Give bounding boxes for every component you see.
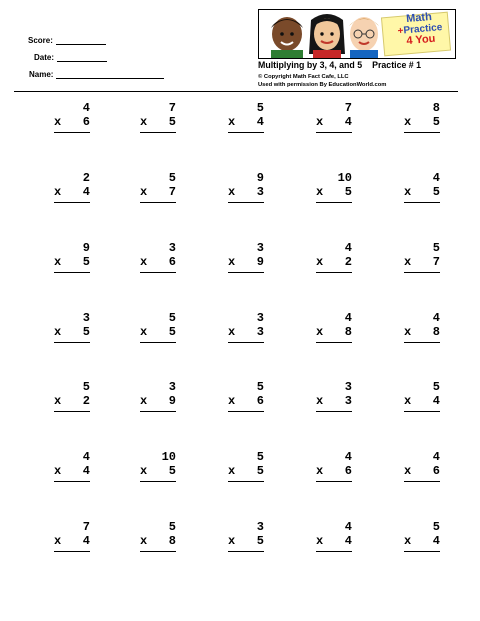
- multiplicand: 9: [82, 241, 90, 255]
- multiplicand: 7: [344, 101, 352, 115]
- multiplicand: 3: [256, 241, 264, 255]
- multiply-sign: x: [140, 325, 148, 339]
- multiplicand: 3: [168, 380, 176, 394]
- problem-2-2: [140, 171, 176, 203]
- multiplicand: 4: [344, 520, 352, 534]
- answer-line: [316, 202, 352, 203]
- multiplicand: 5: [432, 241, 440, 255]
- problem-7-2: [140, 520, 176, 552]
- problem-6-1: [54, 450, 90, 482]
- answer-line: [228, 411, 264, 412]
- multiplicand: 5: [168, 520, 176, 534]
- multiplicand: 5: [256, 380, 264, 394]
- problem-4-4: [316, 311, 352, 343]
- multiplier: 6: [432, 464, 440, 478]
- multiplier-row: [404, 394, 440, 408]
- multiplier-row: [228, 115, 264, 129]
- multiply-sign: x: [404, 325, 412, 339]
- multiply-sign: x: [54, 325, 62, 339]
- multiplier-row: [404, 185, 440, 199]
- multiplier-row: [140, 534, 176, 548]
- multiplier-row: [140, 185, 176, 199]
- multiplier: 5: [256, 534, 264, 548]
- multiplier-row: [54, 115, 90, 129]
- multiply-sign: x: [228, 255, 236, 269]
- multiplier: 9: [256, 255, 264, 269]
- answer-line: [316, 551, 352, 552]
- multiply-sign: x: [228, 115, 236, 129]
- multiplier: 7: [168, 185, 176, 199]
- multiply-sign: x: [316, 325, 324, 339]
- multiplier-row: [228, 255, 264, 269]
- answer-line: [228, 272, 264, 273]
- multiplier: 5: [344, 185, 352, 199]
- problem-3-5: [404, 241, 440, 273]
- multiplicand: 3: [344, 380, 352, 394]
- answer-line: [140, 202, 176, 203]
- answer-line: [140, 272, 176, 273]
- answer-line: [54, 481, 90, 482]
- multiplier: 5: [168, 464, 176, 478]
- problem-7-5: [404, 520, 440, 552]
- problem-6-2: [140, 450, 176, 482]
- multiplicand: 5: [168, 311, 176, 325]
- answer-line: [404, 481, 440, 482]
- multiplier-row: [54, 464, 90, 478]
- problem-1-5: [404, 101, 440, 133]
- multiply-sign: x: [54, 534, 62, 548]
- multiplier: 6: [82, 115, 90, 129]
- multiplier-row: [54, 185, 90, 199]
- multiplier: 4: [344, 534, 352, 548]
- multiply-sign: x: [316, 394, 324, 408]
- multiplier: 4: [82, 464, 90, 478]
- multiply-sign: x: [404, 115, 412, 129]
- logo-line1: Math: [405, 10, 433, 26]
- multiply-sign: x: [140, 464, 148, 478]
- problem-1-3: [228, 101, 264, 133]
- problem-3-2: [140, 241, 176, 273]
- multiply-sign: x: [228, 325, 236, 339]
- multiplicand: 4: [82, 450, 90, 464]
- answer-line: [316, 132, 352, 133]
- multiplier-row: [404, 464, 440, 478]
- problem-3-1: [54, 241, 90, 273]
- multiplier: 5: [82, 255, 90, 269]
- multiplicand: 4: [344, 311, 352, 325]
- problem-5-2: [140, 380, 176, 412]
- multiply-sign: x: [54, 185, 62, 199]
- multiply-sign: x: [140, 255, 148, 269]
- multiplier: 5: [432, 115, 440, 129]
- answer-line: [54, 551, 90, 552]
- name-label: Name:: [29, 70, 54, 79]
- multiplier-row: [228, 185, 264, 199]
- multiplier: 2: [344, 255, 352, 269]
- permission-text: Used with permission By EducationWorld.com: [258, 82, 387, 88]
- multiply-sign: x: [228, 185, 236, 199]
- multiplier-row: [140, 464, 176, 478]
- multiplier-row: [316, 255, 352, 269]
- multiplier-row: [228, 325, 264, 339]
- answer-line: [54, 272, 90, 273]
- problem-6-4: [316, 450, 352, 482]
- multiplicand: 4: [432, 311, 440, 325]
- problem-2-5: [404, 171, 440, 203]
- multiplier-row: [316, 534, 352, 548]
- multiplier-row: [54, 394, 90, 408]
- problem-1-2: [140, 101, 176, 133]
- problem-5-3: [228, 380, 264, 412]
- multiplier-row: [316, 394, 352, 408]
- multiply-sign: x: [316, 185, 324, 199]
- multiplier: 3: [256, 185, 264, 199]
- multiplier: 5: [82, 325, 90, 339]
- multiply-sign: x: [316, 534, 324, 548]
- multiplier: 6: [344, 464, 352, 478]
- multiplier: 3: [256, 325, 264, 339]
- multiplicand: 5: [432, 520, 440, 534]
- answer-line: [140, 551, 176, 552]
- multiply-sign: x: [54, 394, 62, 408]
- multiplier: 6: [168, 255, 176, 269]
- multiply-sign: x: [140, 115, 148, 129]
- multiplicand: 5: [82, 380, 90, 394]
- problem-7-1: [54, 520, 90, 552]
- multiplier-row: [404, 115, 440, 129]
- multiplicand: 3: [256, 311, 264, 325]
- copyright-text: © Copyright Math Fact Cafe, LLC: [258, 74, 349, 80]
- answer-line: [404, 551, 440, 552]
- answer-line: [316, 272, 352, 273]
- answer-line: [140, 132, 176, 133]
- multiply-sign: x: [140, 534, 148, 548]
- multiply-sign: x: [404, 534, 412, 548]
- multiplier-row: [316, 464, 352, 478]
- answer-line: [316, 481, 352, 482]
- problem-2-1: [54, 171, 90, 203]
- multiplicand: 3: [82, 311, 90, 325]
- multiplicand: 2: [82, 171, 90, 185]
- problem-6-3: [228, 450, 264, 482]
- multiplicand: 4: [432, 171, 440, 185]
- multiply-sign: x: [54, 464, 62, 478]
- multiplier-row: [228, 534, 264, 548]
- answer-line: [404, 342, 440, 343]
- multiplier: 8: [432, 325, 440, 339]
- answer-line: [404, 132, 440, 133]
- multiplier-row: [54, 255, 90, 269]
- multiply-sign: x: [404, 394, 412, 408]
- multiply-sign: x: [404, 185, 412, 199]
- multiplier-row: [316, 325, 352, 339]
- multiplier: 8: [168, 534, 176, 548]
- problem-2-3: [228, 171, 264, 203]
- multiplier: 4: [82, 185, 90, 199]
- answer-line: [140, 481, 176, 482]
- multiplicand: 4: [344, 450, 352, 464]
- answer-line: [140, 342, 176, 343]
- multiplicand: 4: [432, 450, 440, 464]
- multiplier: 5: [168, 325, 176, 339]
- answer-line: [54, 342, 90, 343]
- answer-line: [54, 411, 90, 412]
- answer-line: [228, 481, 264, 482]
- multiplier: 4: [256, 115, 264, 129]
- answer-line: [228, 342, 264, 343]
- multiplicand: 8: [432, 101, 440, 115]
- multiplicand: 7: [82, 520, 90, 534]
- multiplier-row: [54, 325, 90, 339]
- multiply-sign: x: [316, 115, 324, 129]
- multiplier: 4: [344, 115, 352, 129]
- multiplier: 4: [432, 534, 440, 548]
- problem-5-1: [54, 380, 90, 412]
- multiply-sign: x: [140, 185, 148, 199]
- problem-2-4: [316, 171, 352, 203]
- problem-1-4: [316, 101, 352, 133]
- answer-line: [228, 202, 264, 203]
- problem-4-3: [228, 311, 264, 343]
- problem-4-5: [404, 311, 440, 343]
- problem-7-3: [228, 520, 264, 552]
- multiplicand: 5: [432, 380, 440, 394]
- answer-line: [140, 411, 176, 412]
- multiplicand: 4: [344, 241, 352, 255]
- multiplier-row: [54, 534, 90, 548]
- multiply-sign: x: [404, 255, 412, 269]
- answer-line: [54, 132, 90, 133]
- multiplier-row: [316, 115, 352, 129]
- problem-6-5: [404, 450, 440, 482]
- multiplier-row: [316, 185, 352, 199]
- problem-5-4: [316, 380, 352, 412]
- multiplier: 9: [168, 394, 176, 408]
- multiplier: 8: [344, 325, 352, 339]
- multiplicand: 10: [161, 450, 176, 464]
- score-label: Score:: [28, 36, 53, 45]
- plus-icon: +: [397, 25, 404, 37]
- multiplier: 3: [344, 394, 352, 408]
- multiply-sign: x: [316, 255, 324, 269]
- multiplier: 5: [432, 185, 440, 199]
- multiplier: 7: [432, 255, 440, 269]
- answer-line: [228, 551, 264, 552]
- multiplicand: 5: [168, 171, 176, 185]
- answer-line: [228, 132, 264, 133]
- multiplier: 5: [256, 464, 264, 478]
- answer-line: [404, 202, 440, 203]
- title-text: Multiplying by 3, 4, and 5: [258, 60, 363, 70]
- multiply-sign: x: [228, 464, 236, 478]
- multiply-sign: x: [54, 115, 62, 129]
- multiply-sign: x: [54, 255, 62, 269]
- multiplicand: 9: [256, 171, 264, 185]
- logo-line2: +Practice: [397, 22, 443, 37]
- problem-1-1: [54, 101, 90, 133]
- problem-4-2: [140, 311, 176, 343]
- multiplicand: 10: [337, 171, 352, 185]
- multiplier-row: [140, 115, 176, 129]
- problem-3-3: [228, 241, 264, 273]
- answer-line: [404, 411, 440, 412]
- multiplier-row: [228, 464, 264, 478]
- answer-line: [316, 411, 352, 412]
- multiplicand: 5: [256, 101, 264, 115]
- multiplier: 4: [82, 534, 90, 548]
- multiply-sign: x: [140, 394, 148, 408]
- multiply-sign: x: [404, 464, 412, 478]
- multiply-sign: x: [228, 534, 236, 548]
- date-label: Date:: [34, 53, 55, 62]
- multiplier-row: [140, 325, 176, 339]
- multiply-sign: x: [228, 394, 236, 408]
- multiplier: 5: [168, 115, 176, 129]
- multiplier-row: [404, 325, 440, 339]
- multiplier: 4: [432, 394, 440, 408]
- answer-line: [54, 202, 90, 203]
- multiplicand: 5: [256, 450, 264, 464]
- multiplicand: 3: [256, 520, 264, 534]
- multiplicand: 3: [168, 241, 176, 255]
- multiply-sign: x: [316, 464, 324, 478]
- practice-number: Practice # 1: [372, 60, 422, 70]
- multiplicand: 7: [168, 101, 176, 115]
- multiplier: 6: [256, 394, 264, 408]
- multiplicand: 4: [82, 101, 90, 115]
- problem-3-4: [316, 241, 352, 273]
- multiplier-row: [404, 534, 440, 548]
- multiplier-row: [140, 255, 176, 269]
- logo-line3: 4 You: [405, 32, 436, 48]
- multiplier-row: [404, 255, 440, 269]
- problem-7-4: [316, 520, 352, 552]
- answer-line: [316, 342, 352, 343]
- multiplier-row: [140, 394, 176, 408]
- problem-5-5: [404, 380, 440, 412]
- multiplier-row: [228, 394, 264, 408]
- problem-4-1: [54, 311, 90, 343]
- answer-line: [404, 272, 440, 273]
- multiplier: 2: [82, 394, 90, 408]
